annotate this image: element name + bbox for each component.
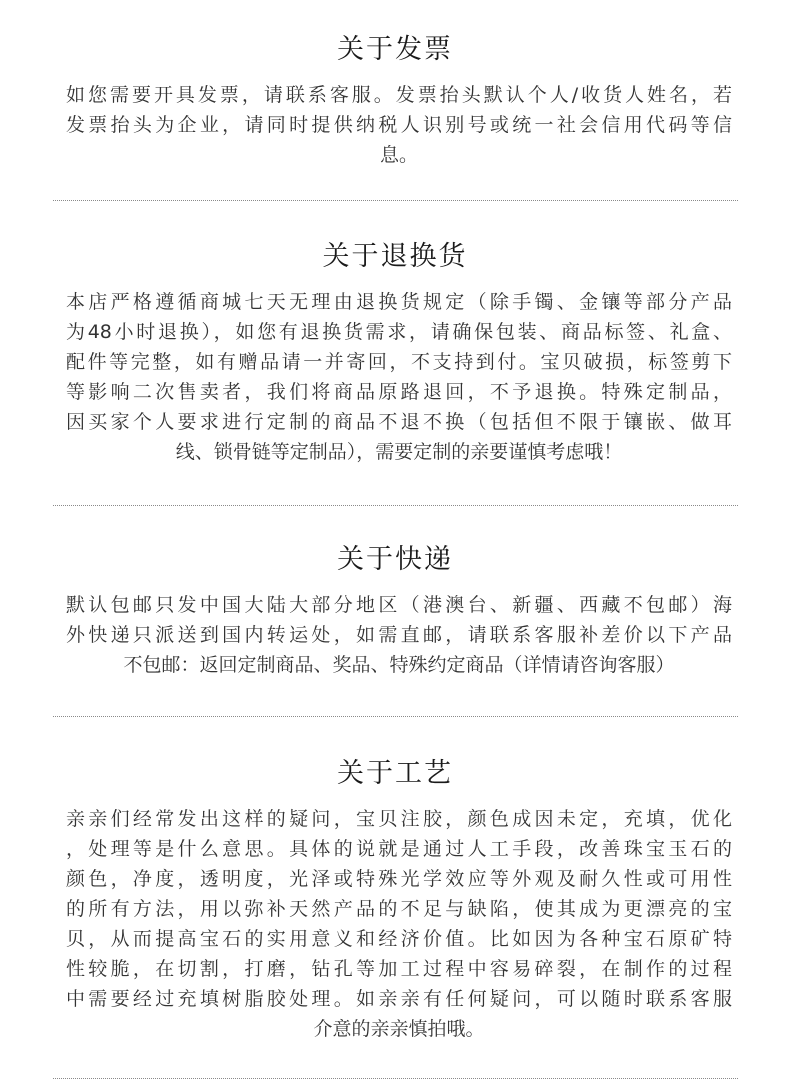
section-paragraph [66,80,732,170]
paragraph-line: 外快递只派送到国内转运处，如需直邮，请联系客服补差价以下产品 [66,624,732,646]
paragraph-line: ，处理等是什么意思。具体的说就是通过人工手段，改善珠宝玉石的 [66,838,732,860]
section-paragraph [66,287,732,467]
dotted-divider [53,1078,738,1079]
paragraph-line: 中需要经过充填树脂胶处理。如亲亲有任何疑问，可以随时联系客服 [66,988,732,1010]
paragraph-line: 亲亲们经常发出这样的疑问，宝贝注胶，颜色成因未定，充填，优化 [66,808,732,830]
dotted-divider [53,716,738,717]
dotted-divider [53,200,738,201]
paragraph-line: 配件等完整，如有赠品请一并寄回，不支持到付。宝贝破损，标签剪下 [66,351,732,373]
paragraph-line: 发票抬头为企业，请同时提供纳税人识别号或统一社会信用代码等信 [66,114,732,136]
section-title: 关于退换货 [322,241,468,272]
section-title: 关于工艺 [337,758,453,789]
paragraph-line: 贝，从而提高宝石的实用意义和经济价值。比如因为各种宝石原矿特 [66,928,732,950]
paragraph-line: 线、锁骨链等定制品），需要定制的亲要谨慎考虑哦！ [175,441,623,463]
paragraph-line: 息。 [379,144,418,166]
paragraph-line: 性较脆，在切割，打磨，钻孔等加工过程中容易碎裂，在制作的过程 [66,958,732,980]
section-paragraph [66,590,732,680]
section-title: 关于发票 [337,34,453,65]
paragraph-line: 本店严格遵循商城七天无理由退换货规定（除手镯、金镶等部分产品 [66,291,732,313]
paragraph-line: 如您需要开具发票，请联系客服。发票抬头默认个人/收货人姓名，若 [66,84,732,106]
paragraph-line: 默认包邮只发中国大陆大部分地区（港澳台、新疆、西藏不包邮）海 [66,594,732,616]
section-title: 关于快递 [337,544,453,575]
paragraph-line: 为48小时退换），如您有退换货需求，请确保包装、商品标签、礼盒、 [66,321,732,343]
paragraph-line: 介意的亲亲慎拍哦。 [313,1018,485,1040]
paragraph-line: 等影响二次售卖者，我们将商品原路退回，不予退换。特殊定制品， [66,381,732,403]
paragraph-line: 颜色，净度，透明度，光泽或特殊光学效应等外观及耐久性或可用性 [66,868,732,890]
paragraph-line: 的所有方法，用以弥补天然产品的不足与缺陷，使其成为更漂亮的宝 [66,898,732,920]
section-paragraph [66,804,732,1044]
paragraph-line: 因买家个人要求进行定制的商品不退不换（包括但不限于镶嵌、做耳 [66,411,732,433]
paragraph-line: 不包邮：返回定制商品、奖品、特殊约定商品（详情请咨询客服） [123,654,675,676]
dotted-divider [53,505,738,506]
